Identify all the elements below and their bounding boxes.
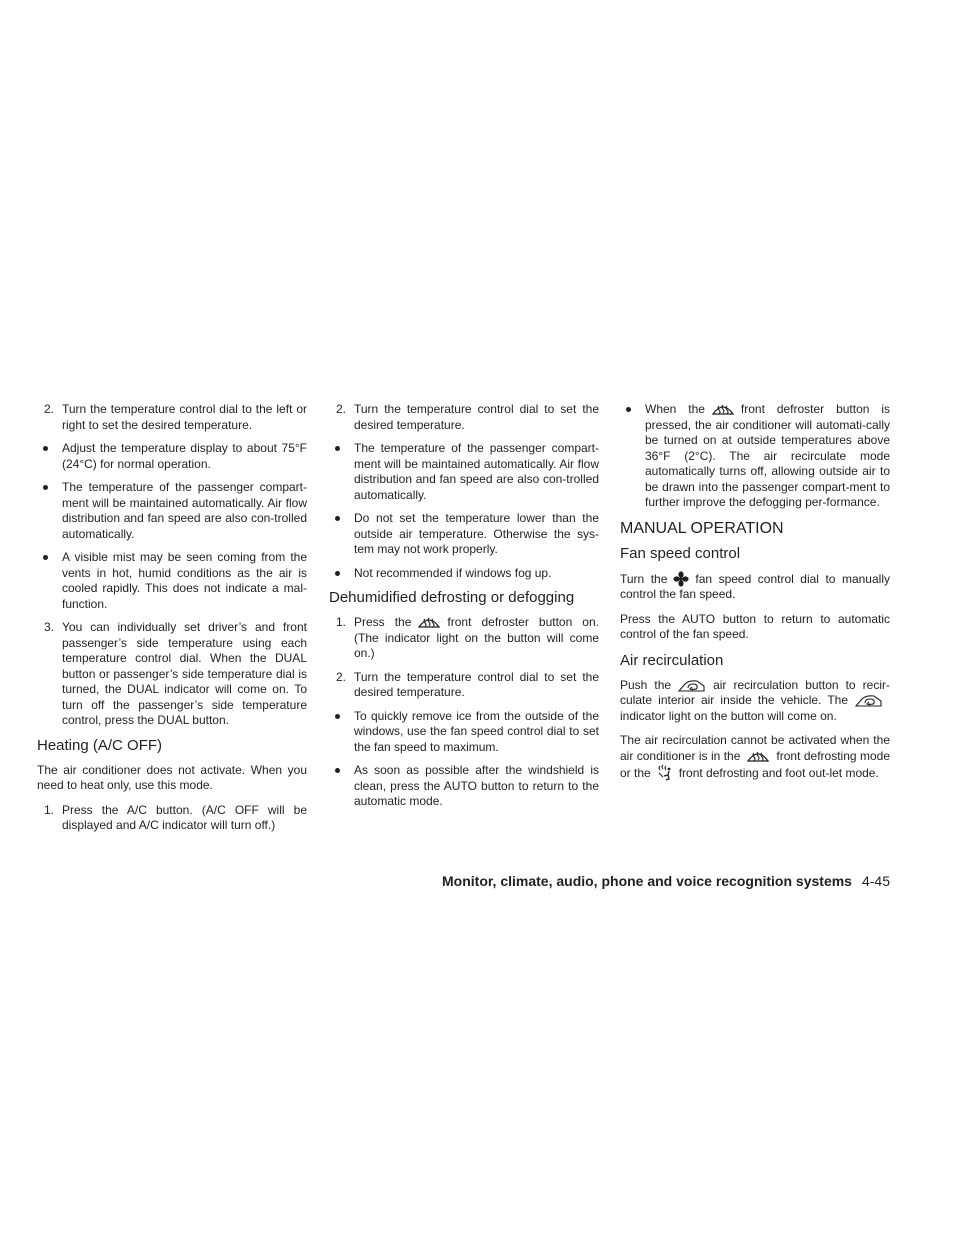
bullet-dot <box>43 485 48 490</box>
defog-heading: Dehumidified defrosting or defogging <box>329 589 575 606</box>
heating-paragraph: The air conditioner does not activate. When you need to heat only, use this mode. <box>37 762 307 792</box>
bullet-item <box>620 402 890 511</box>
bullet-text-post: front defroster button is pressed, the air conditioner will automati-cally be turned on at outside temperatures above 36°F (2°C). The air recirculate mode automatically turns off, allowing outside air to be drawn into the passenger compart-ment to further improve the defogging per-formance. <box>645 402 890 509</box>
bullet-text: To quickly remove ice from the outside of the windows, use the fan speed control dial to set the fan speed to maximum. <box>354 708 599 754</box>
list-item <box>37 620 307 729</box>
bullet-item <box>329 709 599 756</box>
bullet-dot <box>335 768 340 773</box>
text-pre: The air recirculation cannot be activated when the air conditioner is in the <box>620 733 890 763</box>
cannot-activate-paragraph <box>620 733 890 782</box>
bullet-item <box>329 566 599 582</box>
item-text: Turn the temperature control dial to set the desired temperature. <box>354 669 599 699</box>
page-footer <box>442 872 890 890</box>
text-pre: Turn the <box>620 571 668 586</box>
item-number: 2. <box>336 669 347 684</box>
text-post: front defrosting and foot out-let mode. <box>678 766 879 780</box>
text-post: indicator light on the button will come on. <box>620 708 837 723</box>
list-item <box>37 803 307 834</box>
item-text: Turn the temperature control dial to the left or right to set the desired temperature. <box>62 402 307 432</box>
fan-speed-heading: Fan speed control <box>620 544 741 562</box>
bullet-item <box>37 441 307 472</box>
bullet-text: Do not set the temperature lower than the outside air temperature. Otherwise the sys-tem may not work properly. <box>354 511 599 556</box>
item-text: You can individually set driver’s and front passenger’s side temperature using each temperature control dial. When the DUAL button or passenger’s side temperature dial is turned, the DUAL indicator will come on. To turn off the passenger’s side temperature control, press the DUAL button. <box>62 620 307 727</box>
item-text-pre: Press the <box>354 615 412 629</box>
list-item <box>329 615 599 662</box>
fan-icon <box>673 571 689 587</box>
list-item <box>329 670 599 701</box>
front-defroster-icon <box>711 402 735 417</box>
bullet-item <box>329 511 599 558</box>
item-number: 2. <box>44 402 55 416</box>
bullet-item <box>37 550 307 612</box>
bullet-dot <box>43 555 48 560</box>
item-number: 1. <box>44 802 55 817</box>
page-number: 4-45 <box>861 873 890 889</box>
item-text: Turn the temperature control dial to set the desired temperature. <box>354 402 599 432</box>
fan-speed-paragraph <box>620 571 890 603</box>
air-recirculation-icon <box>854 693 884 708</box>
list-item <box>329 402 599 433</box>
bullet-item <box>37 480 307 542</box>
recirculation-paragraph <box>620 678 890 725</box>
auto-paragraph: Press the AUTO button to return to automatic control of the fan speed. <box>620 611 890 641</box>
text-pre: Push the <box>620 677 672 692</box>
bullet-dot <box>335 714 340 719</box>
bullet-text: As soon as possible after the windshield is clean, press the AUTO button to return to the automatic mode. <box>354 763 599 808</box>
bullet-text: The temperature of the passenger compart-ment will be maintained automatically. Air flow distribution and fan speed are also con-trolled automatically. <box>62 480 307 541</box>
bullet-text: Adjust the temperature display to about 75°F (24°C) for normal operation. <box>62 441 307 471</box>
column-right <box>620 402 890 791</box>
bullet-item <box>329 441 599 503</box>
bullet-dot <box>626 407 631 412</box>
manual-operation-heading: MANUAL OPERATION <box>620 519 784 537</box>
list-item <box>37 402 307 433</box>
air-recirculation-heading: Air recirculation <box>620 651 724 669</box>
item-text-post: front defroster button on. (The indicator light on the button will come on.) <box>354 615 599 660</box>
bullet-text: A visible mist may be seen coming from the vents in hot, humid conditions as the air is cooled rapidly. This does not indicate a mal-function. <box>62 550 307 611</box>
item-number: 3. <box>44 620 55 634</box>
text-post: fan speed control dial to manually control the fan speed. <box>620 571 890 601</box>
front-defroster-icon <box>417 615 441 630</box>
front-defroster-icon <box>746 749 770 764</box>
bullet-text-pre: When the <box>645 402 705 416</box>
item-number: 2. <box>336 402 347 416</box>
bullet-dot <box>335 571 340 576</box>
bullet-item <box>329 763 599 810</box>
bullet-dot <box>43 446 48 451</box>
air-recirculation-icon <box>677 678 707 693</box>
item-text: Press the A/C button. (A/C OFF will be displayed and A/C indicator will turn off.) <box>62 802 307 832</box>
item-number: 1. <box>336 615 347 629</box>
bullet-text: Not recommended if windows fog up. <box>354 565 552 580</box>
section-title: Monitor, climate, audio, phone and voice recognition systems <box>442 873 852 889</box>
text-mid: air recirculation button to recir-culate interior air inside the vehicle. The <box>620 677 890 707</box>
defrost-foot-icon <box>657 764 673 781</box>
bullet-dot <box>335 516 340 521</box>
bullet-text: The temperature of the passenger compart-ment will be maintained automatically. Air flow distribution and fan speed are also con-trolled automatically. <box>354 441 599 502</box>
bullet-dot <box>335 446 340 451</box>
heating-heading: Heating (A/C OFF) <box>37 736 163 754</box>
column-middle <box>329 402 599 818</box>
column-left <box>37 402 307 842</box>
text-mid: front defrosting mode or the <box>620 748 890 780</box>
